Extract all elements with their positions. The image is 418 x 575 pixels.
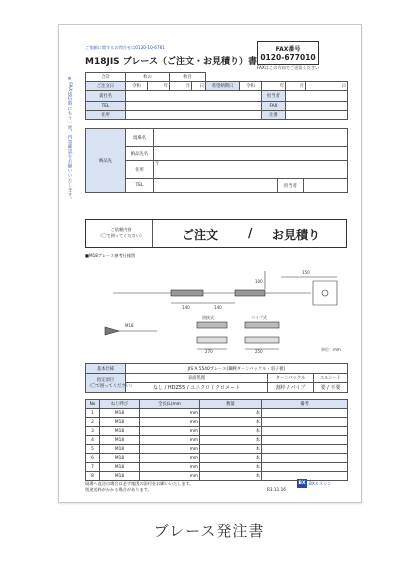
delivery-date-year: 年 bbox=[262, 82, 286, 91]
fax-number-label: FAX番号 bbox=[275, 46, 301, 53]
brace-diagram bbox=[85, 259, 347, 353]
bx-logo-name: BXカネシン bbox=[309, 481, 332, 486]
postal-mark: 〒 bbox=[155, 162, 160, 167]
company-label: 貴社名 bbox=[86, 91, 126, 102]
diagram-unit: 単位：mm bbox=[321, 347, 341, 352]
fax-number-box bbox=[257, 41, 319, 65]
row-remarks[interactable] bbox=[262, 463, 348, 472]
order-form-sheet bbox=[58, 24, 362, 503]
row-remarks[interactable] bbox=[262, 427, 348, 436]
elsheet-header: エルシート bbox=[314, 374, 348, 383]
tel-label: TEL bbox=[86, 102, 126, 111]
row-qty[interactable]: 本 bbox=[200, 445, 262, 454]
elsheet-options[interactable]: 要 / 不要 bbox=[314, 383, 348, 393]
dim-140b: 140 bbox=[214, 305, 222, 310]
row-length[interactable]: mm bbox=[140, 409, 200, 418]
row-size: M18 bbox=[100, 445, 140, 454]
items-table bbox=[85, 399, 348, 481]
delivery-date-day: 日 bbox=[306, 82, 348, 91]
delivery-contact-label: 担当者 bbox=[278, 179, 304, 193]
order-note-label: 注番 bbox=[262, 111, 286, 120]
row-qty[interactable]: 本 bbox=[200, 463, 262, 472]
table-row bbox=[86, 472, 348, 481]
person-field[interactable] bbox=[286, 91, 348, 102]
items-header-no: No bbox=[86, 400, 100, 409]
delivery-date-label: 希望納期日 bbox=[206, 82, 240, 91]
customer-info-table bbox=[85, 72, 348, 120]
label-weld: 溶接式 bbox=[202, 315, 214, 320]
row-length[interactable]: mm bbox=[140, 472, 200, 481]
delivery-date-era: 令和 bbox=[240, 82, 262, 91]
row-no: 6 bbox=[86, 454, 100, 463]
choice-order[interactable]: ご注文 bbox=[182, 228, 219, 242]
row-qty[interactable]: 本 bbox=[200, 436, 262, 445]
image-caption: ブレース発注書 bbox=[153, 522, 265, 540]
delivery-date-month: 月 bbox=[286, 82, 306, 91]
sheet-count-label: 枚の bbox=[126, 73, 170, 82]
row-qty[interactable]: 本 bbox=[200, 418, 262, 427]
site-name-label: 現場名 bbox=[126, 129, 154, 147]
order-date-year: 年 bbox=[148, 82, 170, 91]
row-length[interactable]: mm bbox=[140, 436, 200, 445]
turnbuckle-options[interactable]: 割枠 / パイプ bbox=[268, 383, 314, 393]
choice-quote[interactable]: お見積り bbox=[272, 228, 321, 242]
select-items-label: 指定項目 （〇で囲ってください） bbox=[86, 374, 126, 393]
items-body bbox=[86, 409, 348, 481]
row-length[interactable]: mm bbox=[140, 454, 200, 463]
footer-note-2: 別途送料がかかる場合があります。 bbox=[85, 487, 152, 492]
request-kind-box bbox=[85, 219, 347, 248]
table-row bbox=[86, 454, 348, 463]
row-no: 5 bbox=[86, 445, 100, 454]
dim-140a: 140 bbox=[182, 305, 190, 310]
row-remarks[interactable] bbox=[262, 418, 348, 427]
row-size: M18 bbox=[100, 472, 140, 481]
total-label: 合計 bbox=[86, 73, 126, 82]
weld-turnbuckle bbox=[197, 322, 227, 328]
row-remarks[interactable] bbox=[262, 445, 348, 454]
order-date-label: ご注文日 bbox=[86, 82, 126, 91]
address-label: 住所 bbox=[86, 111, 126, 120]
delivery-section-label: 納品先 bbox=[86, 129, 126, 193]
row-no: 1 bbox=[86, 409, 100, 418]
sheet-index-label: 枚目 bbox=[170, 73, 206, 82]
row-no: 7 bbox=[86, 463, 100, 472]
dim-100: 100 bbox=[255, 279, 263, 284]
row-no: 8 bbox=[86, 472, 100, 481]
company-field[interactable] bbox=[126, 91, 262, 102]
fax-label: FAX bbox=[262, 102, 286, 111]
diagram-title: ■M18ブレース参考仕様図 bbox=[85, 253, 136, 258]
spec-table bbox=[85, 363, 348, 393]
recipient-label: 納品先名 bbox=[126, 147, 154, 161]
row-qty[interactable]: 本 bbox=[200, 454, 262, 463]
row-length[interactable]: mm bbox=[140, 427, 200, 436]
table-row bbox=[86, 463, 348, 472]
dim-150: 150 bbox=[302, 270, 310, 275]
items-header-size: ねじ呼び bbox=[100, 400, 140, 409]
items-header-remarks: 備考 bbox=[262, 400, 348, 409]
fax-number: 0120-677010 bbox=[260, 53, 316, 62]
turnbuckle-header: ターンバックル bbox=[268, 374, 314, 383]
choice-slash: / bbox=[248, 226, 253, 240]
side-confirm-note: ※FAX送信時にもう一度、内容確認をお願いいたします。 bbox=[67, 77, 72, 202]
row-length[interactable]: mm bbox=[140, 418, 200, 427]
table-row bbox=[86, 427, 348, 436]
bx-logo-mark: BX bbox=[298, 481, 306, 486]
items-header-qty: 数量 bbox=[200, 400, 262, 409]
row-size: M18 bbox=[100, 409, 140, 418]
table-row bbox=[86, 418, 348, 427]
delivery-address-field[interactable] bbox=[154, 161, 348, 179]
base-spec-value: JIS A 5540ブレース(鋼棒ターンバックル・羽子板) bbox=[126, 364, 348, 374]
row-length[interactable]: mm bbox=[140, 445, 200, 454]
bolt-hole bbox=[322, 290, 328, 296]
dim-270: 270 bbox=[205, 349, 213, 354]
order-date-day: 日 bbox=[192, 82, 206, 91]
person-label: 担当者 bbox=[262, 91, 286, 102]
table-row bbox=[86, 436, 348, 445]
table-row bbox=[86, 409, 348, 418]
row-qty[interactable]: 本 bbox=[200, 409, 262, 418]
address-field[interactable] bbox=[126, 111, 262, 120]
table-row bbox=[86, 445, 348, 454]
base-spec-label: 基本仕様 bbox=[86, 364, 126, 374]
fax-field[interactable] bbox=[286, 102, 348, 111]
request-kind-label: ご依頼内容 （〇で囲ってください） bbox=[98, 227, 145, 238]
pipe-turnbuckle bbox=[245, 322, 279, 328]
delivery-tel-field[interactable] bbox=[154, 179, 278, 193]
items-header-length: 全長(L)mm bbox=[140, 400, 200, 409]
footer-note-1: 現場へ直送の場合は必ず地図の添付をお願いいたします。 bbox=[85, 481, 194, 486]
delivery-address-label: 住所 bbox=[126, 161, 154, 179]
delivery-contact-field[interactable] bbox=[304, 179, 348, 193]
row-no: 4 bbox=[86, 436, 100, 445]
row-remarks[interactable] bbox=[262, 436, 348, 445]
row-qty[interactable]: 本 bbox=[200, 472, 262, 481]
row-size: M18 bbox=[100, 436, 140, 445]
delivery-tel-label: TEL bbox=[126, 179, 154, 193]
form-title: M18JIS ブレース（ご注文・お見積り）書 bbox=[85, 57, 257, 67]
row-length[interactable]: mm bbox=[140, 463, 200, 472]
row-size: M18 bbox=[100, 427, 140, 436]
gusset-plate bbox=[313, 281, 337, 305]
fax-direction-note: FAXはこの方向でご送信ください bbox=[257, 65, 320, 70]
row-qty[interactable]: 本 bbox=[200, 427, 262, 436]
dim-m18: M18 bbox=[125, 323, 134, 328]
dim-250: 250 bbox=[255, 349, 263, 354]
label-pipe: パイプ式 bbox=[251, 315, 267, 320]
inquiry-phone: ご依頼に関するお問合せは0120-10-6761 bbox=[85, 45, 165, 50]
order-note-field[interactable] bbox=[286, 111, 348, 120]
site-name-field[interactable] bbox=[154, 129, 348, 147]
delivery-table bbox=[85, 128, 348, 193]
tel-field[interactable] bbox=[126, 102, 262, 111]
row-size: M18 bbox=[100, 418, 140, 427]
row-size: M18 bbox=[100, 463, 140, 472]
turnbuckle-shape bbox=[171, 290, 203, 296]
row-no: 2 bbox=[86, 418, 100, 427]
row-size: M18 bbox=[100, 454, 140, 463]
row-remarks[interactable] bbox=[262, 454, 348, 463]
surface-header: 表面処理 bbox=[126, 374, 268, 383]
recipient-field[interactable] bbox=[154, 147, 348, 161]
revision-code: R3.11.16 bbox=[267, 487, 286, 492]
row-remarks[interactable] bbox=[262, 409, 348, 418]
order-date-era: 令和 bbox=[126, 82, 148, 91]
row-no: 3 bbox=[86, 427, 100, 436]
order-date-month: 月 bbox=[170, 82, 192, 91]
surface-options[interactable]: なし / HDZ55 / ユニクロ / クロメート bbox=[126, 383, 268, 393]
turnbuckle-shape-2 bbox=[235, 290, 265, 296]
